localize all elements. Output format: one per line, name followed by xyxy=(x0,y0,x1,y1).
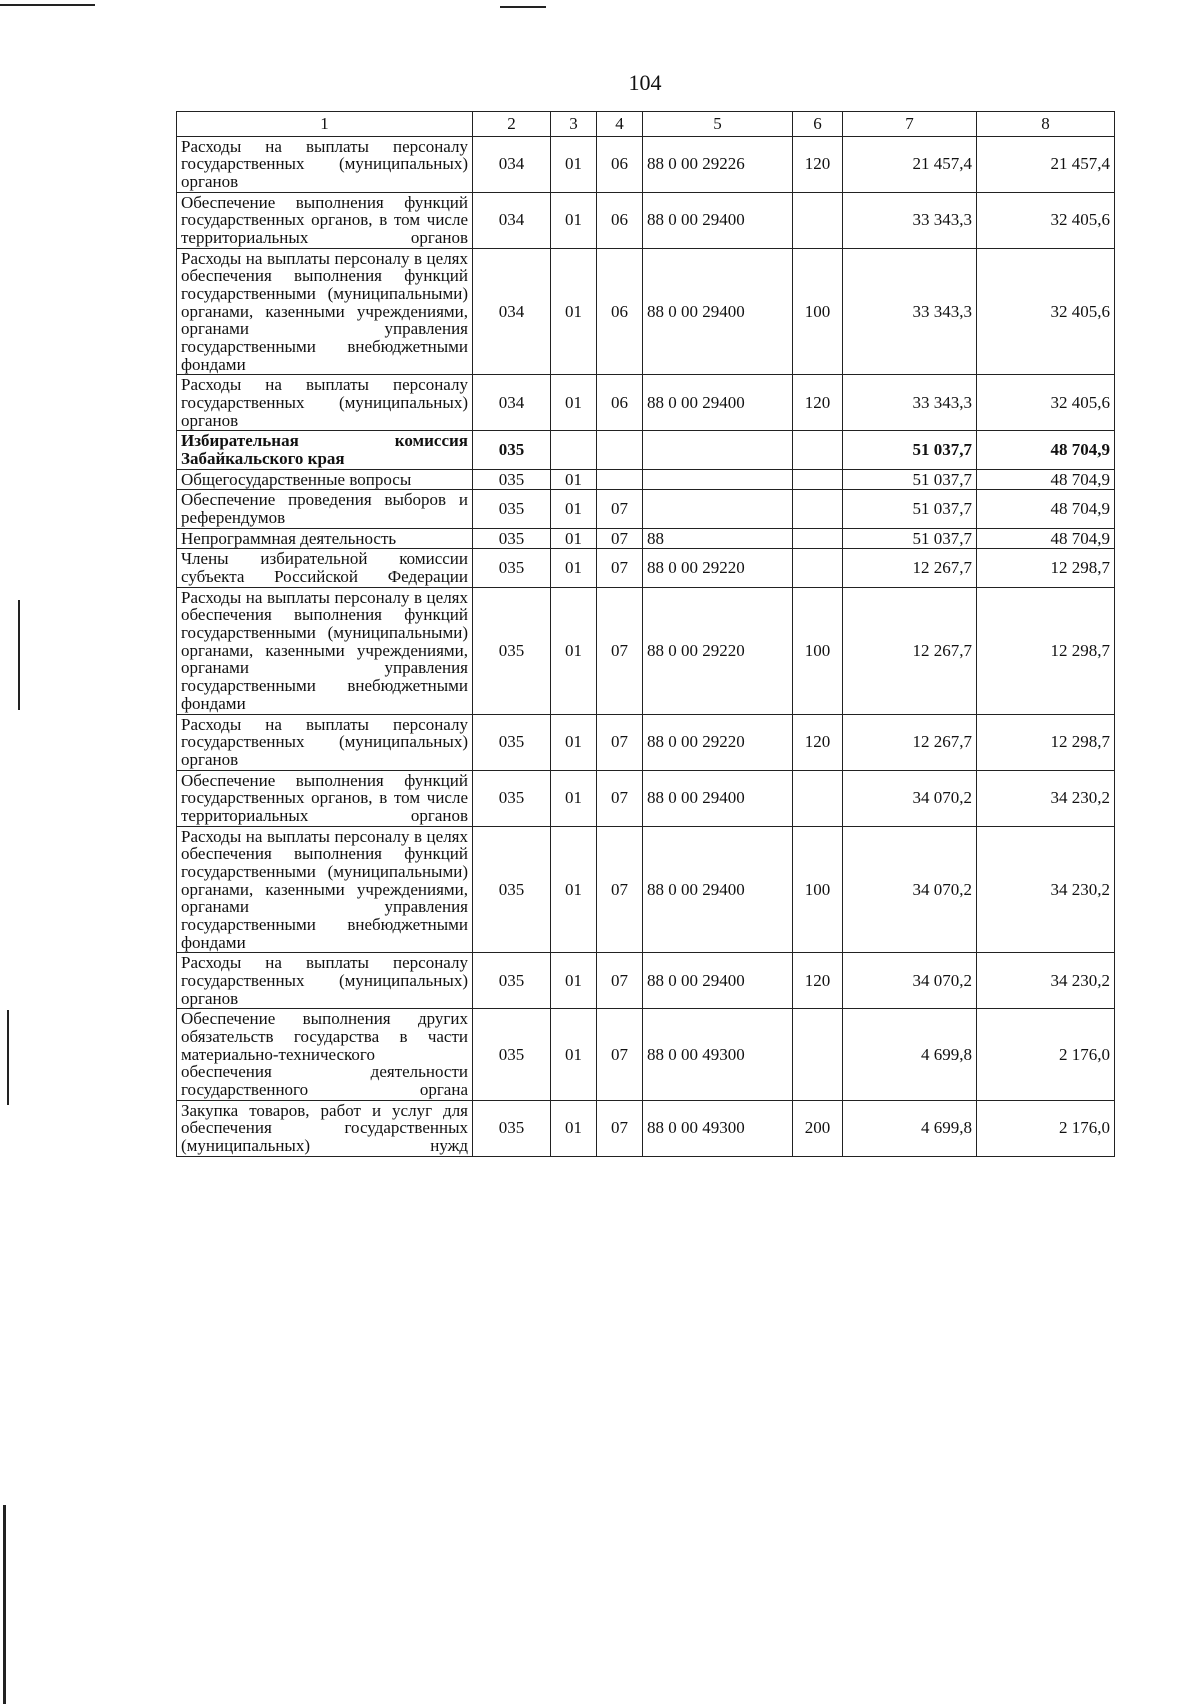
cell-amount-year-2: 21 457,4 xyxy=(977,136,1115,192)
table-row xyxy=(177,136,1115,192)
cell-description: Расходы на выплаты персоналу государственных (муниципальных) органов xyxy=(177,714,473,770)
page-number: 104 xyxy=(628,70,662,95)
cell-amount-year-2: 32 405,6 xyxy=(977,248,1115,375)
cell-subsection: 06 xyxy=(597,375,643,431)
cell-amount-year-1: 51 037,7 xyxy=(843,431,977,469)
cell-target-article xyxy=(643,490,793,528)
scan-artifact xyxy=(3,1505,6,1704)
table-row xyxy=(177,953,1115,1009)
cell-target-article: 88 0 00 29220 xyxy=(643,714,793,770)
cell-amount-year-1: 12 267,7 xyxy=(843,549,977,587)
table-row xyxy=(177,770,1115,826)
cell-amount-year-1: 34 070,2 xyxy=(843,770,977,826)
cell-subsection: 06 xyxy=(597,248,643,375)
cell-ministry-code: 035 xyxy=(473,1009,551,1100)
cell-ministry-code: 035 xyxy=(473,1100,551,1156)
cell-expense-type xyxy=(793,431,843,469)
table-row xyxy=(177,490,1115,528)
cell-expense-type xyxy=(793,490,843,528)
cell-description: Избирательная комиссия Забайкальского края xyxy=(177,431,473,469)
cell-subsection: 07 xyxy=(597,770,643,826)
cell-ministry-code: 034 xyxy=(473,192,551,248)
cell-ministry-code: 035 xyxy=(473,490,551,528)
cell-amount-year-1: 51 037,7 xyxy=(843,490,977,528)
table-header-row xyxy=(177,112,1115,137)
column-header: 4 xyxy=(597,112,643,137)
cell-description: Расходы на выплаты персоналу в целях обеспечения выполнения функций государственными (муниципальными) органами, казенными учреждениями, органами управления государственными внебюджетными фондами xyxy=(177,587,473,714)
cell-amount-year-2: 48 704,9 xyxy=(977,490,1115,528)
cell-expense-type xyxy=(793,528,843,549)
cell-target-article: 88 0 00 29400 xyxy=(643,248,793,375)
cell-ministry-code: 035 xyxy=(473,469,551,490)
cell-expense-type: 100 xyxy=(793,587,843,714)
scan-artifact xyxy=(7,1010,9,1105)
cell-amount-year-1: 12 267,7 xyxy=(843,587,977,714)
table-row xyxy=(177,549,1115,587)
cell-amount-year-1: 21 457,4 xyxy=(843,136,977,192)
cell-ministry-code: 035 xyxy=(473,826,551,953)
cell-amount-year-2: 32 405,6 xyxy=(977,192,1115,248)
cell-expense-type: 100 xyxy=(793,248,843,375)
cell-subsection: 07 xyxy=(597,549,643,587)
table-row xyxy=(177,587,1115,714)
cell-amount-year-1: 12 267,7 xyxy=(843,714,977,770)
cell-subsection: 07 xyxy=(597,587,643,714)
cell-ministry-code: 035 xyxy=(473,528,551,549)
cell-amount-year-2: 34 230,2 xyxy=(977,770,1115,826)
scan-artifact xyxy=(0,4,95,6)
cell-expense-type: 120 xyxy=(793,953,843,1009)
cell-description: Закупка товаров, работ и услуг для обеспечения государственных (муниципальных) нужд xyxy=(177,1100,473,1156)
cell-target-article: 88 xyxy=(643,528,793,549)
cell-amount-year-2: 48 704,9 xyxy=(977,528,1115,549)
cell-ministry-code: 035 xyxy=(473,587,551,714)
cell-section: 01 xyxy=(551,192,597,248)
cell-target-article: 88 0 00 29400 xyxy=(643,192,793,248)
table-row xyxy=(177,431,1115,469)
cell-description: Члены избирательной комиссии субъекта Российской Федерации xyxy=(177,549,473,587)
cell-section: 01 xyxy=(551,826,597,953)
cell-target-article: 88 0 00 29220 xyxy=(643,587,793,714)
cell-ministry-code: 035 xyxy=(473,549,551,587)
table-body xyxy=(177,136,1115,1156)
cell-section: 01 xyxy=(551,549,597,587)
scan-artifact xyxy=(18,600,20,710)
budget-table xyxy=(176,111,1115,1157)
cell-amount-year-2: 48 704,9 xyxy=(977,469,1115,490)
cell-target-article: 88 0 00 29400 xyxy=(643,770,793,826)
cell-amount-year-1: 33 343,3 xyxy=(843,192,977,248)
cell-amount-year-2: 2 176,0 xyxy=(977,1100,1115,1156)
cell-section: 01 xyxy=(551,469,597,490)
cell-amount-year-2: 12 298,7 xyxy=(977,587,1115,714)
table-row xyxy=(177,248,1115,375)
cell-description: Обеспечение выполнения других обязательств государства в части материально-технического обеспечения деятельности государственного органа xyxy=(177,1009,473,1100)
cell-amount-year-1: 34 070,2 xyxy=(843,953,977,1009)
cell-section: 01 xyxy=(551,490,597,528)
cell-amount-year-2: 12 298,7 xyxy=(977,549,1115,587)
column-header: 3 xyxy=(551,112,597,137)
cell-amount-year-1: 33 343,3 xyxy=(843,248,977,375)
cell-expense-type xyxy=(793,192,843,248)
cell-ministry-code: 035 xyxy=(473,714,551,770)
cell-section: 01 xyxy=(551,714,597,770)
cell-amount-year-1: 51 037,7 xyxy=(843,469,977,490)
cell-subsection: 06 xyxy=(597,192,643,248)
table-row xyxy=(177,192,1115,248)
cell-subsection: 07 xyxy=(597,826,643,953)
cell-subsection: 07 xyxy=(597,1009,643,1100)
cell-section: 01 xyxy=(551,1100,597,1156)
cell-amount-year-1: 33 343,3 xyxy=(843,375,977,431)
cell-section: 01 xyxy=(551,136,597,192)
cell-target-article: 88 0 00 29400 xyxy=(643,375,793,431)
scan-artifact xyxy=(500,6,546,8)
table-row xyxy=(177,469,1115,490)
cell-description: Обеспечение выполнения функций государственных органов, в том числе территориальных органов xyxy=(177,770,473,826)
cell-description: Обеспечение выполнения функций государственных органов, в том числе территориальных органов xyxy=(177,192,473,248)
cell-target-article: 88 0 00 49300 xyxy=(643,1009,793,1100)
cell-section: 01 xyxy=(551,375,597,431)
cell-target-article xyxy=(643,431,793,469)
cell-subsection: 07 xyxy=(597,490,643,528)
table-row xyxy=(177,714,1115,770)
cell-expense-type xyxy=(793,770,843,826)
table-row xyxy=(177,826,1115,953)
cell-ministry-code: 035 xyxy=(473,431,551,469)
cell-target-article: 88 0 00 29220 xyxy=(643,549,793,587)
cell-ministry-code: 034 xyxy=(473,136,551,192)
cell-expense-type xyxy=(793,469,843,490)
cell-ministry-code: 035 xyxy=(473,953,551,1009)
cell-expense-type: 200 xyxy=(793,1100,843,1156)
cell-amount-year-1: 4 699,8 xyxy=(843,1009,977,1100)
column-header: 1 xyxy=(177,112,473,137)
column-header: 6 xyxy=(793,112,843,137)
cell-description: Общегосударственные вопросы xyxy=(177,469,473,490)
cell-amount-year-2: 34 230,2 xyxy=(977,826,1115,953)
table-row xyxy=(177,1100,1115,1156)
cell-expense-type: 120 xyxy=(793,714,843,770)
cell-description: Расходы на выплаты персоналу в целях обеспечения выполнения функций государственными (муниципальными) органами, казенными учреждениями, органами управления государственными внебюджетными фондами xyxy=(177,248,473,375)
cell-expense-type xyxy=(793,1009,843,1100)
cell-amount-year-1: 51 037,7 xyxy=(843,528,977,549)
column-header: 2 xyxy=(473,112,551,137)
cell-amount-year-2: 48 704,9 xyxy=(977,431,1115,469)
cell-target-article: 88 0 00 29400 xyxy=(643,826,793,953)
cell-section: 01 xyxy=(551,528,597,549)
column-header: 8 xyxy=(977,112,1115,137)
cell-subsection: 07 xyxy=(597,953,643,1009)
cell-description: Расходы на выплаты персоналу государственных (муниципальных) органов xyxy=(177,953,473,1009)
cell-description: Расходы на выплаты персоналу в целях обеспечения выполнения функций государственными (муниципальными) органами, казенными учреждениями, органами управления государственными внебюджетными фондами xyxy=(177,826,473,953)
column-header: 5 xyxy=(643,112,793,137)
cell-subsection: 07 xyxy=(597,528,643,549)
cell-description: Расходы на выплаты персоналу государственных (муниципальных) органов xyxy=(177,375,473,431)
column-header: 7 xyxy=(843,112,977,137)
cell-amount-year-2: 2 176,0 xyxy=(977,1009,1115,1100)
cell-amount-year-1: 4 699,8 xyxy=(843,1100,977,1156)
cell-subsection: 07 xyxy=(597,714,643,770)
cell-subsection: 06 xyxy=(597,136,643,192)
cell-amount-year-2: 12 298,7 xyxy=(977,714,1115,770)
cell-section: 01 xyxy=(551,1009,597,1100)
table-row xyxy=(177,528,1115,549)
cell-expense-type xyxy=(793,549,843,587)
cell-target-article: 88 0 00 29400 xyxy=(643,953,793,1009)
cell-amount-year-2: 34 230,2 xyxy=(977,953,1115,1009)
table-row xyxy=(177,375,1115,431)
cell-subsection xyxy=(597,469,643,490)
cell-description: Расходы на выплаты персоналу государственных (муниципальных) органов xyxy=(177,136,473,192)
cell-ministry-code: 034 xyxy=(473,375,551,431)
cell-description: Обеспечение проведения выборов и референдумов xyxy=(177,490,473,528)
cell-ministry-code: 034 xyxy=(473,248,551,375)
cell-target-article: 88 0 00 29226 xyxy=(643,136,793,192)
cell-expense-type: 100 xyxy=(793,826,843,953)
cell-section xyxy=(551,431,597,469)
cell-section: 01 xyxy=(551,953,597,1009)
cell-subsection xyxy=(597,431,643,469)
table-row xyxy=(177,1009,1115,1100)
cell-subsection: 07 xyxy=(597,1100,643,1156)
cell-expense-type: 120 xyxy=(793,136,843,192)
cell-ministry-code: 035 xyxy=(473,770,551,826)
cell-section: 01 xyxy=(551,248,597,375)
cell-target-article: 88 0 00 49300 xyxy=(643,1100,793,1156)
cell-section: 01 xyxy=(551,770,597,826)
cell-target-article xyxy=(643,469,793,490)
cell-expense-type: 120 xyxy=(793,375,843,431)
cell-description: Непрограммная деятельность xyxy=(177,528,473,549)
cell-amount-year-1: 34 070,2 xyxy=(843,826,977,953)
cell-amount-year-2: 32 405,6 xyxy=(977,375,1115,431)
cell-section: 01 xyxy=(551,587,597,714)
